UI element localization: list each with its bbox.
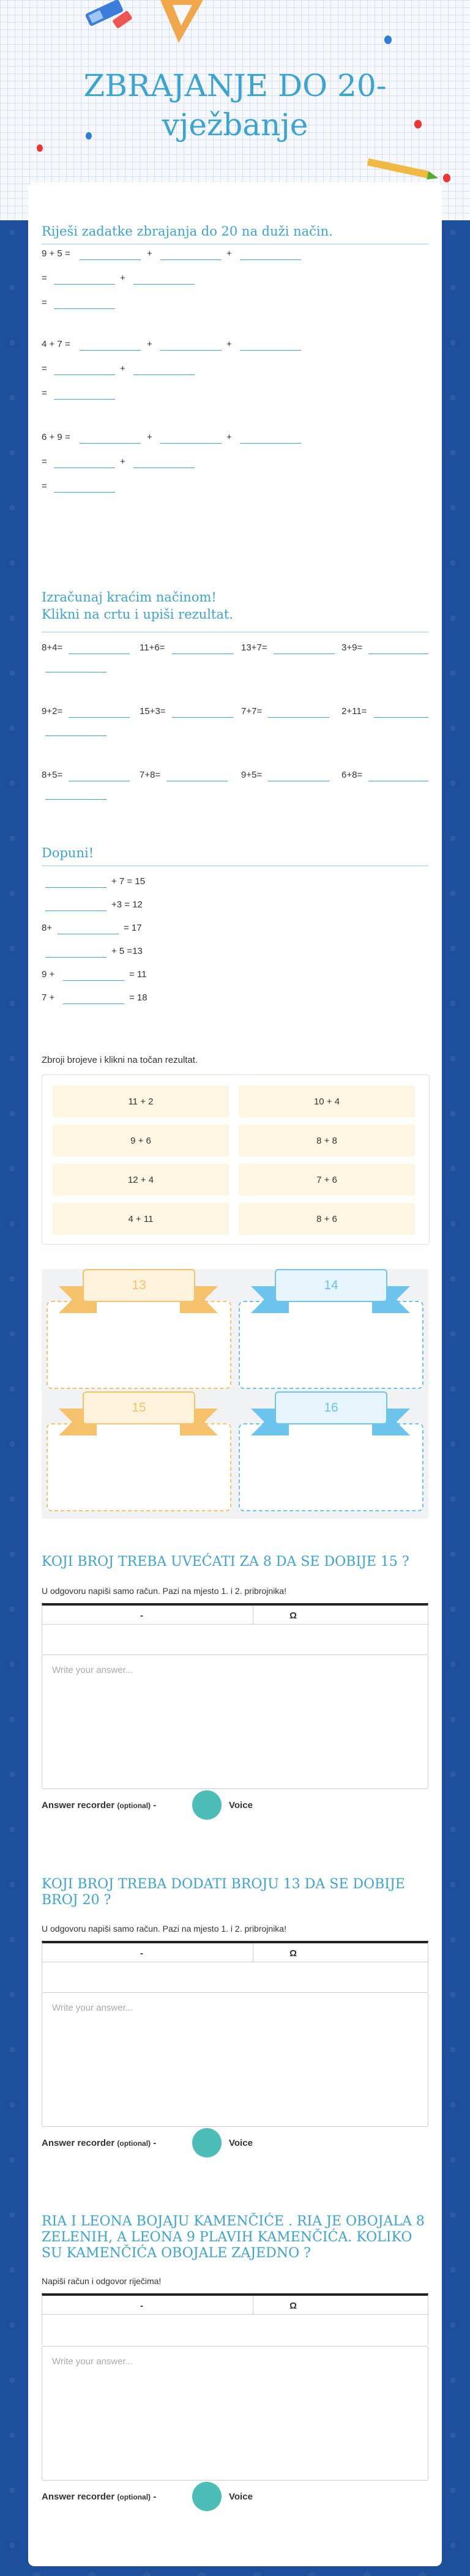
- equation-label: 15+3=: [140, 706, 166, 717]
- dot-decoration: [384, 35, 392, 44]
- table-header: -: [140, 2301, 143, 2311]
- voice-label: Voice: [229, 2138, 253, 2148]
- question-title: RIA I LEONA BOJAJU KAMENČIĆE . RIA JE OBOJALA 8 ZELENIH, A LEONA 9 PLAVIH KAMENČIĆA. KOLIKO SU KAMENČIĆA OBOJALE ZAJEDNO ?: [42, 2214, 425, 2261]
- equals-sign: =: [42, 456, 47, 467]
- problem-expression: 9 + 5 =: [42, 248, 70, 259]
- plus-sign: +: [120, 363, 125, 374]
- table-header: -: [140, 1610, 143, 1621]
- equation-suffix: = 11: [129, 969, 147, 980]
- answer-blank[interactable]: [240, 259, 301, 260]
- answer-blank[interactable]: [45, 799, 106, 800]
- equation-label: 11+6=: [140, 642, 165, 653]
- answer-blank[interactable]: [45, 735, 106, 736]
- answer-blank[interactable]: [80, 350, 141, 351]
- answer-blank[interactable]: [69, 717, 130, 718]
- sum-tile[interactable]: 11 + 2: [53, 1085, 229, 1117]
- plus-sign: +: [226, 432, 232, 442]
- answer-blank[interactable]: [63, 1003, 124, 1004]
- answer-table: [42, 1603, 428, 1655]
- question-instruction: U odgovoru napiši samo račun. Pazi na mjesto 1. i 2. pribrojnika!: [42, 1924, 286, 1934]
- eraser-icon: [107, 2, 144, 39]
- dot-decoration: [443, 174, 450, 182]
- drop-zone[interactable]: [47, 1301, 231, 1389]
- equals-sign: =: [42, 273, 47, 283]
- section-title: Dopuni!: [42, 846, 94, 860]
- answer-blank[interactable]: [172, 653, 233, 654]
- table-header: Ω: [289, 2301, 297, 2311]
- section-title: Riješi zadatke zbrajanja do 20 na duži način.: [42, 224, 333, 239]
- problem-expression: 4 + 7 =: [42, 339, 70, 349]
- equals-sign: =: [42, 481, 47, 491]
- equation-label: 7+7=: [241, 706, 263, 717]
- section-title-line: Izračunaj kraćim načinom!: [42, 590, 217, 605]
- sum-tile[interactable]: 4 + 11: [53, 1203, 229, 1235]
- answer-blank[interactable]: [274, 653, 335, 654]
- equation-label: 9+2=: [42, 706, 63, 717]
- equation-prefix: 9 +: [42, 969, 55, 980]
- recorder-label-text: Answer recorder: [42, 2138, 115, 2148]
- table-header: -: [140, 1948, 143, 1959]
- equation-label: 8+5=: [42, 770, 63, 780]
- answer-blank[interactable]: [45, 957, 106, 958]
- answer-table: [42, 2293, 428, 2345]
- question-instruction: Napiši račun i odgovor riječima!: [42, 2276, 162, 2286]
- answer-blank[interactable]: [160, 443, 222, 444]
- voice-record-button[interactable]: [192, 2128, 222, 2157]
- target-number-label: 15: [83, 1391, 195, 1424]
- sum-tile[interactable]: 8 + 8: [239, 1125, 415, 1156]
- answer-blank[interactable]: [160, 259, 222, 260]
- answer-blank[interactable]: [54, 374, 115, 375]
- plus-sign: +: [226, 248, 232, 259]
- equation-suffix: = 17: [124, 923, 142, 933]
- recorder-optional-text: (optional): [117, 2139, 151, 2148]
- answer-blank[interactable]: [54, 284, 115, 285]
- plus-sign: +: [120, 456, 125, 467]
- answer-recorder-label: Answer recorder (optional) -: [42, 2492, 157, 2502]
- section-divider: [42, 244, 428, 245]
- equals-sign: =: [42, 363, 47, 374]
- equation-suffix: + 5 =13: [111, 946, 143, 956]
- target-number-label: 14: [275, 1269, 387, 1302]
- table-row-divider: [42, 1624, 428, 1625]
- answer-blank[interactable]: [54, 399, 115, 400]
- answer-table: [42, 1941, 428, 1992]
- equation-label: 7+8=: [140, 770, 161, 780]
- target-number-label: 13: [83, 1269, 195, 1302]
- table-row-divider: [42, 2314, 428, 2315]
- equals-sign: =: [42, 297, 47, 308]
- question-title: KOJI BROJ TREBA UVEĆATI ZA 8 DA SE DOBIJE 15 ?: [42, 1554, 409, 1569]
- equation-label: 6+8=: [341, 770, 363, 780]
- answer-blank[interactable]: [54, 308, 115, 309]
- answer-blank[interactable]: [54, 492, 115, 493]
- drop-zone[interactable]: [239, 1301, 423, 1389]
- sum-tile[interactable]: 7 + 6: [239, 1164, 415, 1196]
- answer-blank[interactable]: [63, 980, 124, 981]
- equation-suffix: +3 = 12: [111, 899, 143, 910]
- voice-label: Voice: [229, 1800, 253, 1811]
- sum-tile[interactable]: 8 + 6: [239, 1203, 415, 1235]
- equation-label: 8+4=: [42, 642, 63, 653]
- answer-blank[interactable]: [268, 717, 329, 718]
- answer-blank[interactable]: [240, 350, 301, 351]
- voice-record-button[interactable]: [192, 1790, 222, 1820]
- voice-record-button[interactable]: [192, 2482, 222, 2511]
- plus-sign: +: [147, 339, 152, 349]
- answer-recorder-label: Answer recorder (optional) -: [42, 1800, 157, 1811]
- section-divider: [42, 865, 428, 866]
- answer-blank[interactable]: [133, 284, 195, 285]
- sum-tile[interactable]: 12 + 4: [53, 1164, 229, 1196]
- answer-placeholder: Write your answer...: [52, 2356, 133, 2367]
- target-number-label: 16: [275, 1391, 387, 1424]
- answer-placeholder: Write your answer...: [52, 2003, 133, 2013]
- recorder-optional-text: (optional): [117, 1801, 151, 1810]
- equation-label: 3+9=: [341, 642, 363, 653]
- section-title: [42, 589, 233, 623]
- sum-tile[interactable]: 9 + 6: [53, 1125, 229, 1156]
- answer-blank[interactable]: [133, 374, 195, 375]
- section-title-line: Klikni na crtu i upiši rezultat.: [42, 607, 234, 622]
- ruler-icon: [154, 0, 209, 49]
- plus-sign: +: [147, 432, 152, 442]
- answer-blank[interactable]: [160, 350, 222, 351]
- plus-sign: +: [120, 273, 125, 283]
- answer-blank[interactable]: [172, 717, 233, 718]
- drop-zone[interactable]: [239, 1423, 423, 1511]
- question-title: KOJI BROJ TREBA DODATI BROJU 13 DA SE DOBIJE BROJ 20 ?: [42, 1877, 405, 1908]
- answer-blank[interactable]: [240, 443, 301, 444]
- voice-label: Voice: [229, 2492, 253, 2502]
- equation-label: 9+5=: [241, 770, 263, 780]
- drop-zone[interactable]: [47, 1423, 231, 1511]
- equation-label: 2+11=: [341, 706, 367, 717]
- answer-blank[interactable]: [374, 717, 428, 718]
- problem-expression: 6 + 9 =: [42, 432, 70, 442]
- answer-blank[interactable]: [133, 467, 195, 468]
- pencil-bottom-icon: [367, 156, 441, 181]
- answer-textarea[interactable]: [42, 1655, 428, 1789]
- question-instruction: U odgovoru napiši samo račun. Pazi na mjesto 1. i 2. pribrojnika!: [42, 1586, 286, 1596]
- answer-recorder-label: Answer recorder (optional) -: [42, 2138, 157, 2148]
- sum-tile[interactable]: 10 + 4: [239, 1085, 415, 1117]
- answer-blank[interactable]: [45, 910, 106, 911]
- plus-sign: +: [147, 248, 152, 259]
- answer-blank[interactable]: [54, 467, 115, 468]
- answer-textarea[interactable]: [42, 1992, 428, 2127]
- equation-label: 13+7=: [241, 642, 267, 653]
- instruction-text: Zbroji brojeve i klikni na točan rezultat.: [42, 1055, 198, 1065]
- answer-blank[interactable]: [69, 653, 130, 654]
- equation-suffix: + 7 = 15: [111, 876, 146, 887]
- answer-blank[interactable]: [368, 653, 428, 654]
- equation-prefix: 8+: [42, 923, 53, 933]
- recorder-label-text: Answer recorder: [42, 2492, 115, 2502]
- answer-blank[interactable]: [80, 259, 141, 260]
- dot-decoration: [37, 144, 43, 152]
- answer-textarea[interactable]: [42, 2346, 428, 2481]
- equation-prefix: 7 +: [42, 992, 55, 1003]
- answer-blank[interactable]: [80, 443, 141, 444]
- equation-suffix: = 18: [129, 992, 147, 1003]
- answer-blank[interactable]: [45, 887, 106, 888]
- plus-sign: +: [226, 339, 232, 349]
- section-divider: [42, 631, 428, 633]
- table-header: Ω: [289, 1948, 297, 1959]
- table-header: Ω: [289, 1610, 297, 1621]
- equals-sign: =: [42, 388, 47, 398]
- recorder-label-text: Answer recorder: [42, 1800, 115, 1811]
- recorder-optional-text: (optional): [117, 2493, 151, 2501]
- answer-placeholder: Write your answer...: [52, 1665, 133, 1675]
- page-title: ZBRAJANJE DO 20- vježbanje: [83, 68, 387, 143]
